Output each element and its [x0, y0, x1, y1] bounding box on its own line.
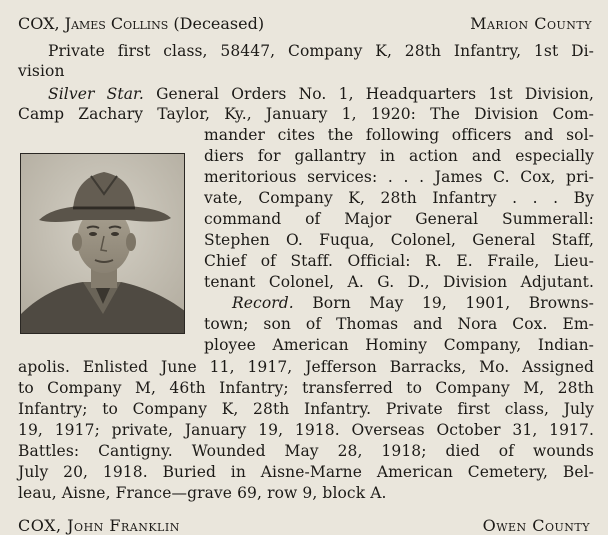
citation-wrapped-1: mander cites the following officers and sol- — [204, 126, 594, 144]
surname: COX, — [18, 14, 60, 33]
record-wrapped-2: ployee American Hominy Company, Indian- — [204, 336, 594, 354]
award-label: Silver Star. — [48, 85, 144, 103]
citation-wrapped-5: command of Major General Summerall: — [204, 210, 594, 228]
record-wrapped-1: town; son of Thomas and Nora Cox. Em- — [204, 315, 594, 333]
record-line-full-6: July 20, 1918. Buried in Aisne-Marne American Cemetery, Bel- — [18, 463, 594, 481]
citation-wrapped-6: Stephen O. Fuqua, Colonel, General Staff, — [204, 231, 594, 249]
citation-line-1 — [48, 85, 594, 104]
status: (Deceased) — [173, 14, 265, 33]
record-label: Record. — [232, 294, 294, 312]
county: Marion County — [470, 14, 592, 33]
citation-wrapped-8: tenant Colonel, A. G. D., Division Adjutant. — [204, 273, 594, 291]
citation-text: General Orders No. 1, Headquarters 1st Division, — [156, 85, 595, 103]
entry-name — [18, 14, 264, 33]
service-line-1: Private first class, 58447, Company K, 28th Infantry, 1st Di- — [48, 42, 594, 60]
portrait-photo — [20, 153, 185, 334]
given-names: James Collins — [64, 14, 169, 33]
record-line-full-4: 19, 1917; private, January 19, 1918. Overseas October 31, 1917. — [18, 421, 594, 439]
record-line-full-1: apolis. Enlisted June 11, 1917, Jefferson Barracks, Mo. Assigned — [18, 358, 594, 376]
citation-wrapped-3: meritorious services: . . . James C. Cox, pri- — [204, 168, 594, 186]
next-entry-county-fragment: Owen County — [482, 516, 590, 535]
citation-wrapped-2: diers for gallantry in action and especially — [204, 147, 594, 165]
record-line-1 — [232, 294, 594, 313]
citation-wrapped-7: Chief of Staff. Official: R. E. Fraile, Lieu- — [204, 252, 594, 270]
citation-line-2: Camp Zachary Taylor, Ky., January 1, 1920: The Division Com- — [18, 105, 594, 123]
next-entry-name-fragment: COX, John Franklin — [18, 516, 180, 535]
record-text: Born May 19, 1901, Browns- — [312, 294, 594, 312]
record-line-full-7: leau, Aisne, France—grave 69, row 9, block A. — [18, 484, 387, 502]
record-line-full-2: to Company M, 46th Infantry; transferred to Company M, 28th — [18, 379, 594, 397]
soldier-portrait-image — [21, 154, 185, 334]
service-line-2: vision — [18, 62, 65, 80]
record-line-full-3: Infantry; to Company K, 28th Infantry. Private first class, July — [18, 400, 594, 418]
citation-wrapped-4: vate, Company K, 28th Infantry . . . By — [204, 189, 594, 207]
record-line-full-5: Battles: Cantigny. Wounded May 28, 1918; died of wounds — [18, 442, 594, 460]
